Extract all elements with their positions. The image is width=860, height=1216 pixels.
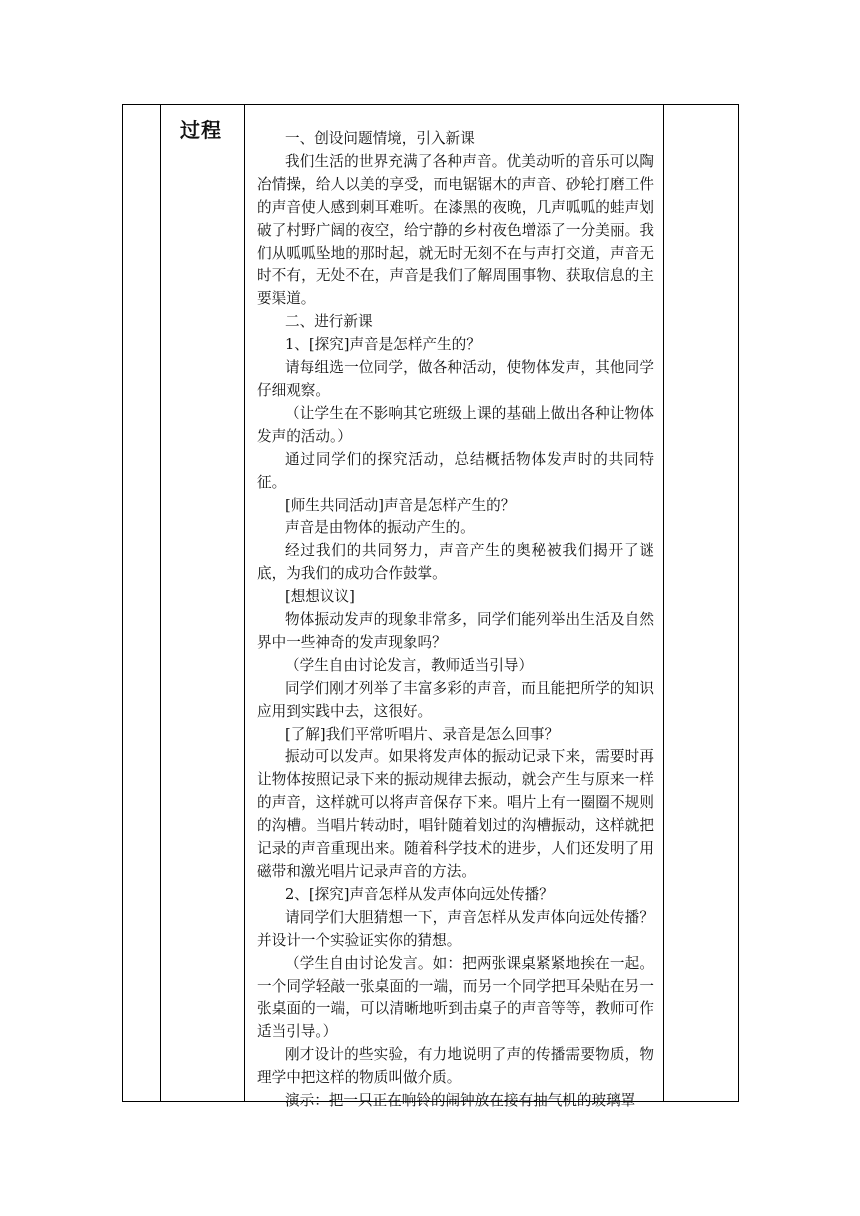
- column-divider-3: [663, 104, 664, 1102]
- paragraph: 声音是由物体的振动产生的。: [285, 519, 475, 537]
- paragraph: 请同学们大胆猜想一下，声音怎样从发声体向远处传播？并设计一个实验证实你的猜想。: [257, 908, 654, 949]
- paragraph: [想想议议]: [285, 588, 355, 606]
- paragraph: 经过我们的共同努力，声音产生的奥秘被我们揭开了谜底，为我们的成功合作鼓掌。: [257, 542, 654, 583]
- paragraph: 2、[探究]声音怎样从发声体向远处传播？: [285, 885, 554, 903]
- paragraph: 物体振动发声的现象非常多，同学们能列举出生活及自然界中一些神奇的发声现象吗？: [257, 611, 654, 651]
- paragraph: 演示：把一只正在响铃的闹钟放在接有抽气机的玻璃罩: [285, 1092, 636, 1110]
- column-divider-2: [244, 104, 245, 1102]
- paragraph: 1、[探究]声音是怎样产生的？: [285, 336, 481, 354]
- paragraph: [了解]我们平常听唱片、录音是怎么回事？: [285, 725, 560, 743]
- paragraph: 同学们刚才列举了丰富多彩的声音，而且能把所学的知识应用到实践中去，这很好。: [257, 679, 654, 720]
- table-top-border: [122, 104, 738, 105]
- paragraph: （学生自由讨论发言，教师适当引导）: [285, 656, 534, 674]
- paragraph: [师生共同活动]声音是怎样产生的？: [285, 496, 516, 514]
- paragraph: 请每组选一位同学，做各种活动，使物体发声，其他同学仔细观察。: [257, 359, 654, 399]
- paragraph: 刚才设计的些实验，有力地说明了声的传播需要物质，物理学中把这样的物质叫做介质。: [257, 1046, 654, 1087]
- paragraph: （让学生在不影响其它班级上课的基础上做出各种让物体发声的活动。）: [257, 404, 654, 445]
- table-border-left: [122, 104, 123, 1102]
- paragraph: 我们生活的世界充满了各种声音。优美动听的音乐可以陶冶情操，给人以美的享受，而电锯锯木的声音、砂轮打磨工件的声音使人感到刺耳难听。在漆黑的夜晚，几声呱呱的蛙声划破了村野广阔的夜空，给宁静的乡村夜色增添了一分美丽。我们从呱呱坠地的那时起，就无时无刻不在与声打交道，声音无时不有，无处不在，声音是我们了解周围事物、获取信息的主要渠道。: [257, 152, 654, 308]
- section-heading-new-lesson: 二、进行新课: [285, 313, 373, 331]
- table-border-right: [738, 104, 739, 1102]
- lesson-content-cell: [257, 128, 654, 1110]
- paragraph: 振动可以发声。如果将发声体的振动记录下来，需要时再让物体按照记录下来的振动规律去振动，就会产生与原来一样的声音，这样就可以将声音保存下来。唱片上有一圈圈不规则的沟槽。当唱片转动时，唱针随着划过的沟槽振动，这样就把记录的声音重现出来。随着科学技术的进步，人们还发明了用磁带和激光唱片记录声音的方法。: [257, 748, 654, 880]
- row-label-process: 过程: [180, 118, 222, 142]
- paragraph: （学生自由讨论发言。如：把两张课桌紧紧地挨在一起。一个同学轻敲一张桌面的一端，而另一个同学把耳朵贴在另一张桌面的一端，可以清晰地听到击桌子的声音等等，教师可作适当引导。）: [257, 954, 654, 1041]
- section-heading-intro: 一、创设问题情境，引入新课: [285, 130, 475, 147]
- paragraph: 通过同学们的探究活动，总结概括物体发声时的共同特征。: [257, 450, 654, 491]
- column-divider-1: [160, 104, 161, 1102]
